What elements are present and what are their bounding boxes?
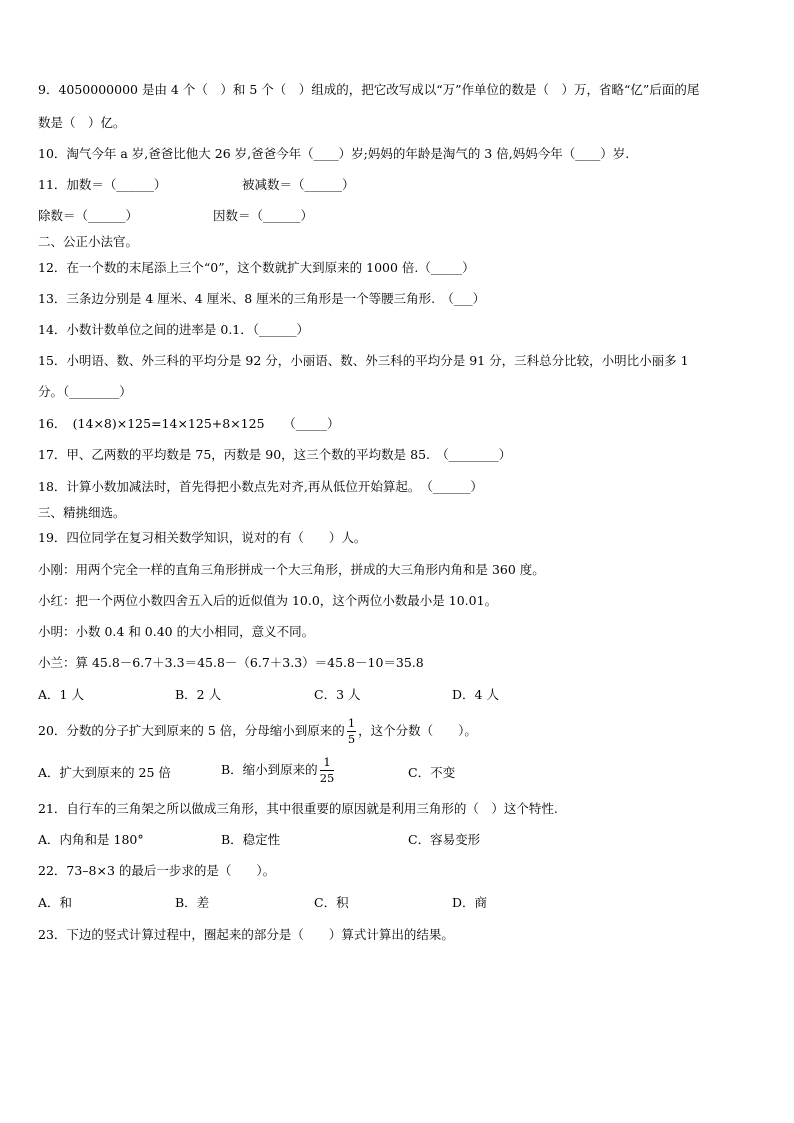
question-16: 16． (14×8)×125=14×125+8×125 （_____） — [38, 416, 340, 431]
fraction-numerator: 1 — [320, 757, 335, 772]
question-20-option-c: C．不变 — [408, 765, 456, 780]
fraction-one-fifth — [347, 715, 356, 746]
question-22-option-b: B．差 — [175, 895, 210, 910]
question-20-text-post: ，这个分数（ ）。 — [358, 723, 477, 738]
question-21-option-c: C．容易变形 — [408, 832, 481, 847]
question-22: 22．73–8×3 的最后一步求的是（ ）。 — [38, 863, 276, 878]
question-19-statement-xiaoming: 小明：小数 0.4 和 0.40 的大小相同，意义不同。 — [38, 624, 315, 639]
question-21: 21．自行车的三角架之所以做成三角形，其中很重要的原因就是利用三角形的（ ）这个特性. — [38, 801, 558, 816]
question-19-option-a: A．1 人 — [38, 687, 84, 702]
question-19-statement-xiaogang: 小刚：用两个完全一样的直角三角形拼成一个大三角形，拼成的大三角形内角和是 360 度。 — [38, 562, 545, 577]
question-22-option-a: A．和 — [38, 895, 73, 910]
question-18: 18．计算小数加减法时，首先得把小数点先对齐,再从低位开始算起。 （______） — [38, 479, 483, 494]
question-20-text-pre: 20．分数的分子扩大到原来的 5 倍，分母缩小到原来的 — [38, 723, 345, 738]
question-20 — [38, 713, 477, 749]
question-9-line1: 9．4050000000 是由 4 个（ ）和 5 个（ ）组成的，把它改写成以“万”作单位的数是（ ）万，省略“亿”后面的尾 — [38, 82, 700, 97]
question-19-option-c: C．3 人 — [314, 687, 361, 702]
question-21-option-a: A．内角和是 180° — [38, 832, 144, 847]
question-9-line2: 数是（ ）亿。 — [38, 115, 126, 130]
question-17: 17．甲、乙两数的平均数是 75，丙数是 90，这三个数的平均数是 85. （________） — [38, 447, 512, 462]
question-22-option-c: C．积 — [314, 895, 349, 910]
question-22-option-d: D．商 — [452, 895, 488, 910]
question-11-divisor: 除数＝（______） — [38, 208, 139, 223]
question-20-option-b-text: B．缩小到原来的 — [221, 762, 318, 777]
section-3-heading: 三、精挑细选。 — [38, 505, 126, 520]
question-19-statement-xiaolan: 小兰：算 45.8－6.7＋3.3＝45.8－（6.7＋3.3）＝45.8－10＝35.8 — [38, 655, 424, 670]
question-13: 13．三条边分别是 4 厘米、4 厘米、8 厘米的三角形是一个等腰三角形. （___） — [38, 291, 486, 306]
question-20-option-a: A．扩大到原来的 25 倍 — [38, 765, 171, 780]
question-11-minuend: 被减数＝（______） — [242, 177, 355, 192]
question-11-factor: 因数＝（______） — [213, 208, 314, 223]
question-11-addend: 11．加数＝（______） — [38, 177, 167, 192]
fraction-one-twenty-fifth — [319, 754, 335, 785]
question-23: 23．下边的竖式计算过程中，圈起来的部分是（ ）算式计算出的结果。 — [38, 927, 454, 942]
question-15-line2: 分。（________） — [38, 384, 132, 399]
question-10: 10．淘气今年 a 岁,爸爸比他大 26 岁,爸爸今年（____）岁;妈妈的年龄是淘气的 3 倍,妈妈今年（____）岁. — [38, 146, 630, 161]
question-19: 19．四位同学在复习相关数学知识，说对的有（ ）人。 — [38, 530, 367, 545]
question-12: 12．在一个数的末尾添上三个“0”，这个数就扩大到原来的 1000 倍.（_____） — [38, 260, 475, 275]
question-19-option-d: D．4 人 — [452, 687, 499, 702]
question-15-line1: 15．小明语、数、外三科的平均分是 92 分，小丽语、数、外三科的平均分是 91 分，三科总分比较，小明比小丽多 1 — [38, 353, 689, 368]
question-19-statement-xiaohong: 小红：把一个两位小数四舍五入后的近似值为 10.0，这个两位小数最小是 10.01。 — [38, 593, 498, 608]
question-21-option-b: B．稳定性 — [221, 832, 281, 847]
fraction-denominator: 5 — [347, 732, 356, 746]
fraction-numerator: 1 — [347, 718, 356, 733]
question-14: 14．小数计数单位之间的进率是 0.1．（______） — [38, 322, 310, 337]
section-2-heading: 二、公正小法官。 — [38, 234, 139, 249]
fraction-denominator: 25 — [319, 771, 335, 785]
question-20-option-b — [221, 752, 336, 788]
question-19-option-b: B．2 人 — [175, 687, 222, 702]
